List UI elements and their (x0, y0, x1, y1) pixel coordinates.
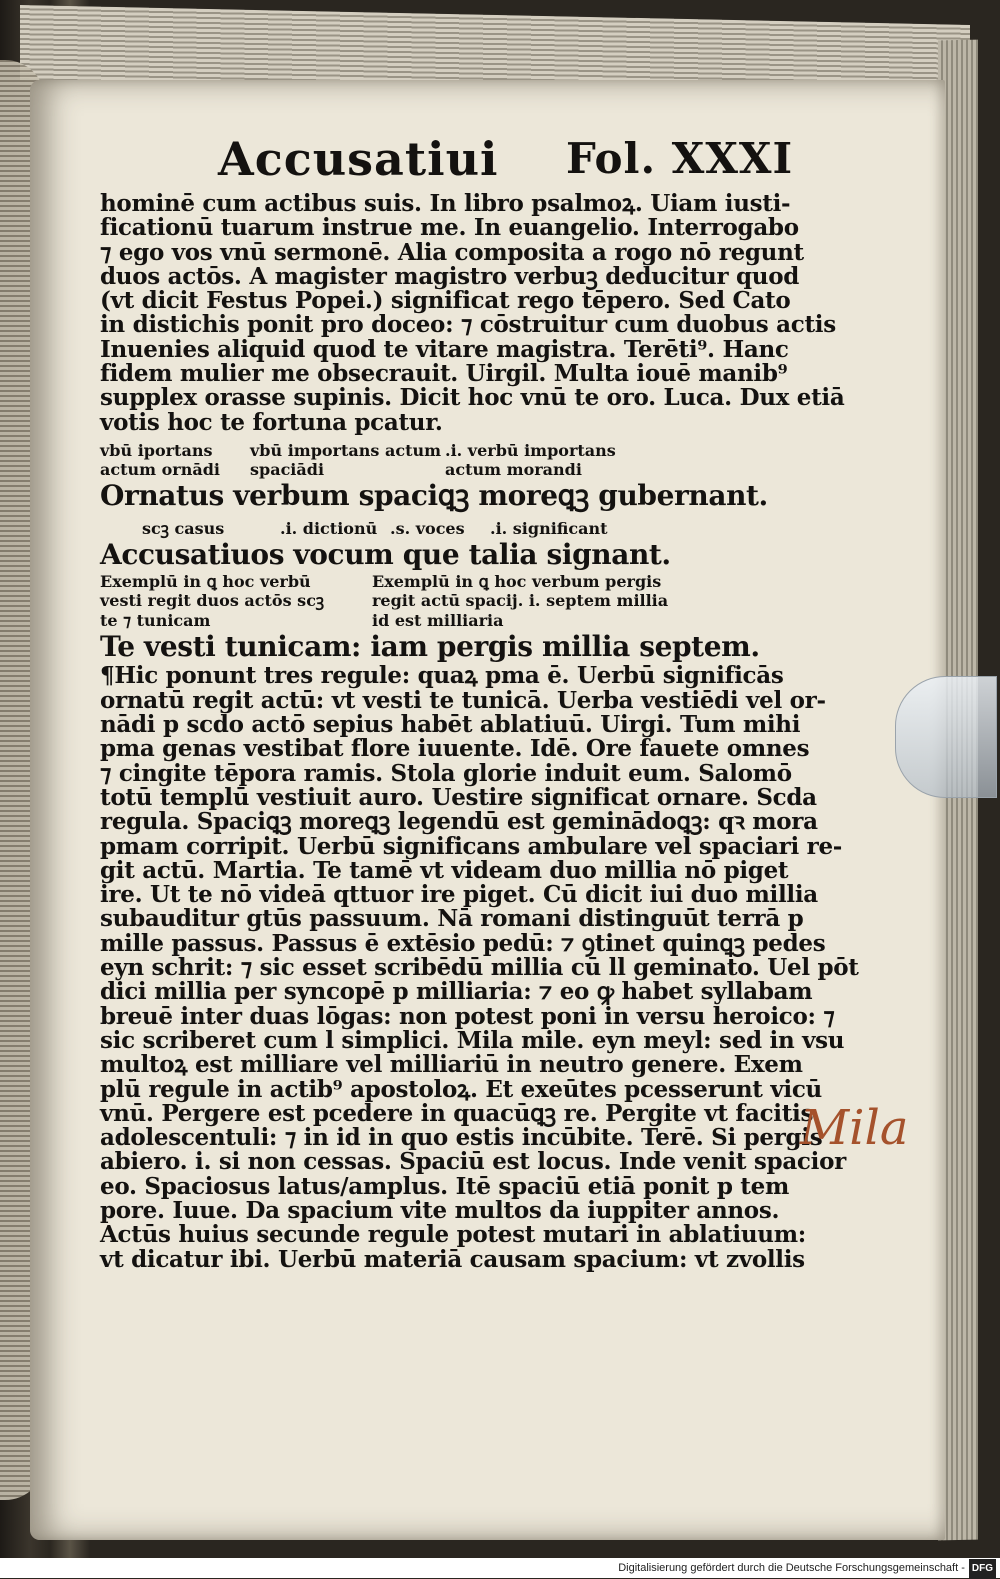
text-line: dici millia per syncopē p milliaria: ⁊ eo ꝙ habet syllabam (100, 978, 813, 1006)
gloss-line: regit actū spacij. i. septem millia (372, 591, 669, 611)
text-line: breuē inter duas lōgas: non potest poni in versu heroico: ⁊ (100, 1002, 835, 1030)
text-line: ire. Ut te nō videā qttuor ire piget. Cū dicit iui duo millia (100, 881, 818, 909)
text-line: eyn schrit: ⁊ sic esset scribēdū millia cū ll geminato. Uel pōt (100, 954, 859, 982)
text-line: vnū. Pergere est pcedere in quacūꝗꝫ re. Pergite vt facitis (100, 1099, 814, 1127)
example-gloss (100, 572, 820, 631)
gloss-line: id est milliaria (372, 610, 504, 630)
text-line: sic scriberet cum l simplici. Mila mile. eyn meyl: sed in vsu (100, 1026, 845, 1054)
text-line: adolescentuli: ⁊ in id in quo estis incūbite. Terē. Si pergis (100, 1124, 823, 1152)
text-line: nādi p scdo actō sepius habēt ablatiuū. Uirgi. Tum mihi (100, 711, 801, 739)
text-line: (vt dicit Festus Popei.) significat rego tēpero. Sed Cato (100, 287, 791, 315)
text-line: eo. Spaciosus latus/amplus. Itē spaciū etiā ponit p tem (100, 1172, 789, 1200)
folio-number: Fol. XXXI (566, 134, 794, 183)
text-block-2 (100, 662, 859, 1273)
text-line: pore. Iuue. Da spacium vite multos da iuppiter annos. (100, 1197, 780, 1224)
text-line: git actū. Martia. Te tamē vt videam duo millia nō piget (100, 856, 789, 884)
page-text (100, 120, 859, 1273)
gloss-line: te ⁊ tunicam (100, 610, 211, 630)
interlinear-gloss (100, 441, 820, 479)
text-line: ⁊ ego vos vnū sermonē. Alia composita a rogo nō regunt (100, 238, 804, 266)
gloss-line: vesti regit duos actōs scꝫ (100, 591, 325, 611)
text-line: regula. Spaciꝗꝫ moreꝗꝫ legendū est geminādoꝗꝫ: qꝛ mora (100, 808, 818, 836)
example-column (100, 572, 372, 631)
text-line: supplex orasse supinis. Dicit hoc vnū te oro. Luca. Dux etiā (100, 384, 845, 412)
verse-line: Te vesti tunicam: iam pergis millia septem. (100, 630, 760, 664)
text-line: ¶Hic ponunt tres regule: quaꝝ pma ē. Uerbū significās (100, 662, 784, 690)
footer-bar (0, 1558, 1000, 1578)
text-line: ficationū tuarum instrue me. In euangelio. Interrogabo (100, 214, 799, 242)
bookmark-clip (895, 676, 997, 798)
text-line: Inuenies aliquid quod te vitare magistra. Terēti⁹. Hanc (100, 335, 789, 363)
text-line: ⁊ cingite tēpora ramis. Stola glorie induit eum. Salomō (100, 759, 792, 787)
text-line: mille passus. Passus ē extēsio pedū: ⁊ ꝯtinet quinꝗꝫ pedes (100, 929, 826, 957)
text-line: totū templū vestiuit auro. Uestire significat ornare. Scda (100, 783, 817, 811)
text-block-1 (100, 190, 845, 436)
gloss-item: vbū iportans actum ornādi (100, 440, 220, 479)
verse-line: Accusatiuos vocum que talia signant. (100, 537, 671, 571)
gloss-item: scꝫ casus (142, 518, 225, 538)
gloss-item: .i. verbū importans actum morandi (445, 440, 616, 479)
text-line: fidem mulier me obsecrauit. Uirgil. Multa iouē manib⁹ (100, 360, 788, 388)
text-line: multoꝝ est milliare vel milliariū in neutro genere. Exem (100, 1051, 803, 1079)
text-line: pmam corripit. Uerbū significans ambulare vel spaciari re- (100, 832, 843, 860)
footer-credit: Digitalisierung gefördert durch die Deutsche Forschungsgemeinschaft - (618, 1562, 965, 1574)
text-line: pma genas vestibat flore iuuente. Idē. Ore fauete omnes (100, 735, 810, 763)
running-header (100, 120, 820, 192)
text-line: Actūs huius secunde regule potest mutari in ablatiuum: (100, 1221, 806, 1249)
handwritten-margin-note: Mila (800, 1100, 909, 1156)
dfg-logo: DFG (969, 1559, 996, 1579)
text-line: votis hoc te fortuna pcatur. (100, 408, 443, 436)
text-line: duos actōs. A magister magistro verbuꝫ deducitur quod (100, 262, 800, 290)
text-line: abiero. i. si non cessas. Spaciū est locus. Inde venit spacior (100, 1148, 846, 1176)
gloss-item: .s. voces (390, 518, 465, 538)
gloss-item: .i. dictionū (280, 518, 378, 538)
text-line: subauditur gtūs passuum. Nā romani distinguūt terrā p (100, 905, 804, 933)
interlinear-gloss (100, 519, 820, 538)
gloss-item: vbū importans actum spaciādi (250, 440, 442, 479)
text-line: plū regule in actib⁹ apostoloꝝ. Et exeūtes pcesserunt vicū (100, 1075, 822, 1103)
verse-line: Ornatus verbum spaciꝗꝫ moreꝗꝫ gubernant. (100, 478, 768, 512)
text-line: in distichis ponit pro doceo: ⁊ cōstruitur cum duobus actis (100, 311, 836, 339)
gloss-item: .i. significant (490, 518, 608, 538)
text-line: vt dicatur ibi. Uerbū materiā causam spacium: vt zvollis (100, 1245, 805, 1273)
header-title: Accusatiui (218, 132, 499, 186)
gloss-line: Exemplū in ꝗ hoc verbū (100, 571, 311, 591)
text-line: ornatū regit actū: vt vesti te tunicā. Uerba vestiēdi vel or- (100, 686, 826, 714)
gloss-line: Exemplū in ꝗ hoc verbum pergis (372, 571, 662, 591)
text-line: hominē cum actibus suis. In libro psalmoꝝ. Uiam iusti- (100, 190, 791, 217)
example-column (372, 572, 712, 631)
